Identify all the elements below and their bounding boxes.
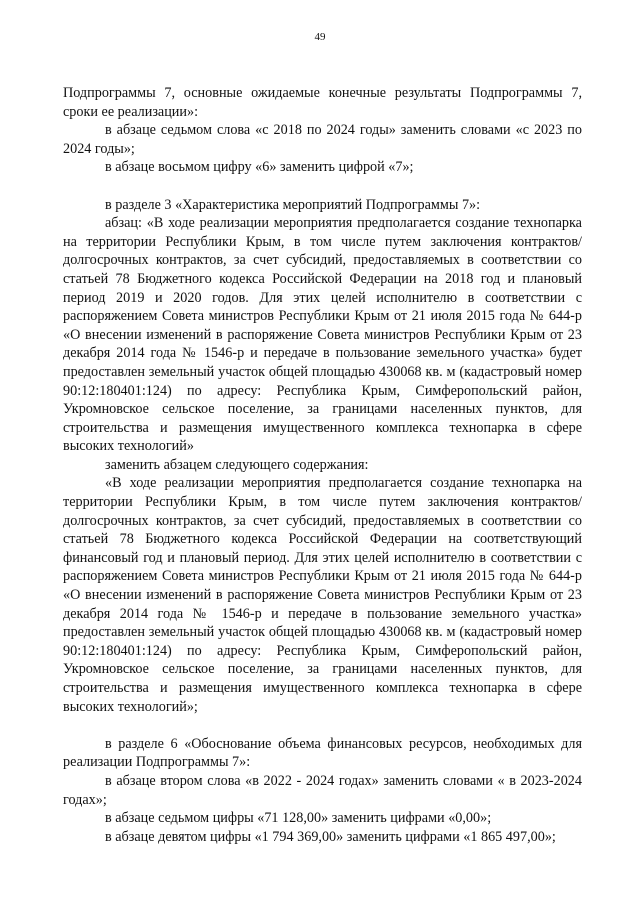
paragraph-gap bbox=[63, 716, 582, 735]
paragraph-amend-para9-figures: в абзаце девятом цифры «1 794 369,00» заменить цифрами «1 865 497,00»; bbox=[105, 828, 556, 845]
paragraph-gap bbox=[63, 177, 582, 196]
document-body bbox=[63, 84, 582, 846]
paragraph-new-text: «В ходе реализации мероприятия предполагается создание технопарка на территории Республики Крым, в том числе путем заключения контрактов/долгосрочных контрактов, за счет субсидий, предоставляемых в соответствии со статьей 78 Бюджетного кодекса Российской Федерации на соответствующий финансовый год и плановый период. Для этих целей исполнителю в соответствии с распоряжением Совета министров Республики Крым от 21 июля 2015 года № 644-р «О внесении изменений в распоряжение Совета министров Республики Крым от 23 декабря 2014 года № 1546-р и передаче в пользование земельного участка» предоставлен земельный участок общей площадью 430068 кв. м (кадастровый номер 90:12:180401:124) по адресу: Республика Крым, Симферопольский район, Укромновское сельское поселение, за границами населенных пунктов, для строительства и размещения имущественного комплекса технопарка в сфере высоких технологий»; bbox=[63, 475, 582, 715]
paragraph-replace-instruction: заменить абзацем следующего содержания: bbox=[105, 456, 369, 473]
paragraph-amend-para2: в абзаце втором слова «в 2022 - 2024 годах» заменить словами « в 2023-2024 годах»; bbox=[63, 772, 582, 808]
paragraph-continuation: Подпрограммы 7, основные ожидаемые конечные результаты Подпрограммы 7, сроки ее реализации»: bbox=[63, 85, 582, 120]
paragraph-old-text: абзац: «В ходе реализации мероприятия предполагается создание технопарка на территории Республики Крым, в том числе путем заключения контрактов/долгосрочных контрактов, за счет субсидий, предоставляемых в соответствии со статьей 78 Бюджетного кодекса Российской Федерации на 2018 год и плановый период 2019 и 2020 годов. Для этих целей исполнителю в соответствии с распоряжением Совета министров Республики Крым от 21 июля 2015 года № 644-р «О внесении изменений в распоряжение Совета министров Республики Крым от 23 декабря 2014 года № 1546-р и передаче в пользование земельного участка» будет предоставлен земельный участок общей площадью 430068 кв. м (кадастровый номер 90:12:180401:124) по адресу: Республика Крым, Симферопольский район, Укромновское сельское поселение, за границами населенных пунктов, для строительства и размещения имущественного комплекса технопарка в сфере высоких технологий» bbox=[63, 215, 582, 455]
paragraph-section3-heading: в разделе 3 «Характеристика мероприятий Подпрограммы 7»: bbox=[105, 196, 481, 213]
paragraph-amend-para7: в абзаце седьмом слова «с 2018 по 2024 годы» заменить словами «с 2023 по 2024 годы»; bbox=[63, 122, 582, 157]
paragraph-section6-heading: в разделе 6 «Обоснование объема финансовых ресурсов, необходимых для реализации Подпрограммы 7»: bbox=[63, 735, 582, 771]
page-number: 49 bbox=[314, 31, 326, 43]
paragraph-amend-para8: в абзаце восьмом цифру «6» заменить цифрой «7»; bbox=[105, 159, 414, 176]
paragraph-amend-para7-figures: в абзаце седьмом цифры «71 128,00» заменить цифрами «0,00»; bbox=[105, 810, 492, 827]
